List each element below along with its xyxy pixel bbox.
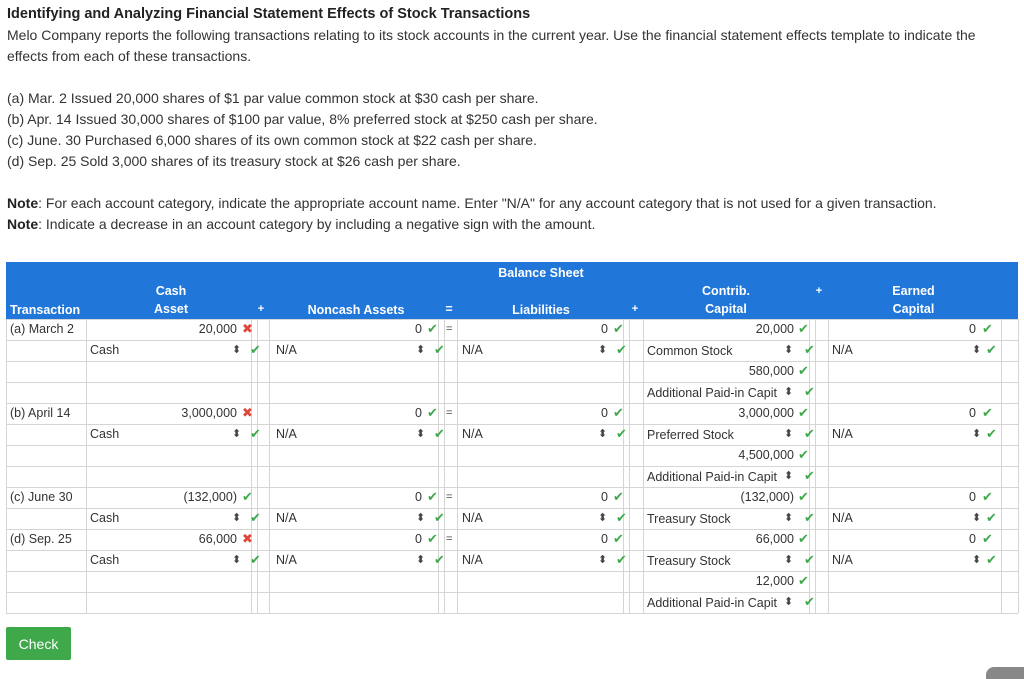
earned-capital-header: Earned bbox=[892, 284, 935, 298]
row-divider bbox=[6, 403, 1018, 404]
column-divider bbox=[444, 319, 445, 613]
contrib-capital-amount-input[interactable]: 580,000 bbox=[748, 364, 794, 378]
transaction-c: (c) June. 30 Purchased 6,000 shares of its own common stock at $22 cash per share. bbox=[7, 132, 537, 148]
select-arrows-icon[interactable]: ⬍ bbox=[972, 554, 982, 566]
column-divider bbox=[643, 319, 644, 613]
select-arrows-icon[interactable]: ⬍ bbox=[598, 512, 608, 524]
liabilities-amount-input[interactable]: 0 bbox=[601, 322, 608, 336]
liabilities-amount-input[interactable]: 0 bbox=[601, 532, 608, 546]
select-arrows-icon[interactable]: ⬍ bbox=[232, 428, 242, 440]
contrib-capital-amount-input[interactable]: 4,500,000 bbox=[738, 448, 794, 462]
cash-amount-input[interactable]: 20,000 bbox=[198, 322, 237, 336]
contrib-capital-account-select[interactable]: Additional Paid-in Capit bbox=[647, 386, 777, 400]
contrib-capital-header: Contrib. bbox=[702, 284, 750, 298]
liabilities-account-select[interactable]: N/A bbox=[462, 427, 483, 441]
correct-icon: ✔ bbox=[798, 489, 809, 504]
cash-account-select[interactable]: Cash bbox=[90, 427, 120, 441]
correct-icon: ✔ bbox=[427, 321, 438, 336]
column-divider bbox=[457, 319, 458, 613]
correct-icon: ✔ bbox=[798, 531, 809, 546]
contrib-capital-amount-input[interactable]: 12,000 bbox=[755, 574, 794, 588]
column-divider bbox=[251, 319, 252, 613]
select-arrows-icon[interactable]: ⬍ bbox=[972, 344, 982, 356]
transaction-header: Transaction bbox=[10, 303, 81, 317]
liabilities-amount-input[interactable]: 0 bbox=[601, 490, 608, 504]
noncash-account-select[interactable]: N/A bbox=[276, 343, 297, 357]
correct-icon: ✔ bbox=[434, 510, 445, 525]
correct-icon: ✔ bbox=[804, 552, 815, 567]
contrib-capital-account-select[interactable]: Treasury Stock bbox=[647, 512, 731, 526]
correct-icon: ✔ bbox=[242, 489, 253, 504]
contrib-capital-amount-input[interactable]: 66,000 bbox=[755, 532, 794, 546]
row-divider bbox=[6, 466, 1018, 467]
liabilities-account-select[interactable]: N/A bbox=[462, 343, 483, 357]
correct-icon: ✔ bbox=[427, 405, 438, 420]
select-arrows-icon[interactable]: ⬍ bbox=[598, 344, 608, 356]
note-text: : For each account category, indicate the appropriate account name. Enter "N/A" for any account category that is not used for a given transaction. bbox=[38, 195, 937, 211]
correct-icon: ✔ bbox=[616, 552, 627, 567]
correct-icon: ✔ bbox=[613, 489, 624, 504]
correct-icon: ✔ bbox=[982, 321, 993, 336]
contrib-capital-header: Capital bbox=[705, 302, 747, 316]
intro-text: Melo Company reports the following transactions relating to its stock accounts in the current year. Use the financial statement effects template to indicate the effects from each of these transactions. bbox=[7, 27, 976, 64]
contrib-capital-account-select[interactable]: Treasury Stock bbox=[647, 554, 731, 568]
row-divider bbox=[6, 550, 1018, 551]
select-arrows-icon[interactable]: ⬍ bbox=[784, 428, 794, 440]
correct-icon: ✔ bbox=[804, 384, 815, 399]
column-divider bbox=[828, 319, 829, 613]
select-arrows-icon[interactable]: ⬍ bbox=[416, 428, 426, 440]
row-divider bbox=[6, 571, 1018, 572]
correct-icon: ✔ bbox=[434, 426, 445, 441]
correct-icon: ✔ bbox=[804, 426, 815, 441]
select-arrows-icon[interactable]: ⬍ bbox=[784, 470, 794, 482]
column-divider bbox=[269, 319, 270, 613]
row-divider bbox=[6, 382, 1018, 383]
correct-icon: ✔ bbox=[986, 552, 997, 567]
column-divider bbox=[86, 319, 87, 613]
correct-icon: ✔ bbox=[613, 405, 624, 420]
earned-capital-account-select[interactable]: N/A bbox=[832, 343, 853, 357]
correct-icon: ✔ bbox=[798, 447, 809, 462]
effects-template-table bbox=[6, 262, 1024, 614]
contrib-capital-account-select[interactable]: Common Stock bbox=[647, 344, 733, 358]
column-divider bbox=[438, 319, 439, 613]
plus-sign: + bbox=[257, 303, 265, 315]
contrib-capital-amount-input[interactable]: (132,000) bbox=[740, 490, 794, 504]
cash-amount-input[interactable]: 66,000 bbox=[198, 532, 237, 546]
transaction-label: (a) March 2 bbox=[10, 322, 74, 336]
correct-icon: ✔ bbox=[804, 594, 815, 609]
column-divider bbox=[1001, 319, 1002, 613]
correct-icon: ✔ bbox=[616, 342, 627, 357]
page-title: Identifying and Analyzing Financial Statement Effects of Stock Transactions bbox=[7, 6, 531, 22]
select-arrows-icon[interactable]: ⬍ bbox=[784, 344, 794, 356]
row-divider bbox=[6, 508, 1018, 509]
correct-icon: ✔ bbox=[986, 510, 997, 525]
correct-icon: ✔ bbox=[427, 489, 438, 504]
contrib-capital-amount-input[interactable]: 3,000,000 bbox=[738, 406, 794, 420]
notes bbox=[7, 193, 1007, 235]
select-arrows-icon[interactable]: ⬍ bbox=[972, 512, 982, 524]
note-1 bbox=[7, 193, 1007, 214]
correct-icon: ✔ bbox=[434, 342, 445, 357]
earned-capital-amount-input[interactable]: 0 bbox=[969, 406, 976, 420]
scroll-indicator[interactable] bbox=[986, 667, 1024, 679]
row-divider bbox=[6, 361, 1018, 362]
cash-asset-header: Asset bbox=[153, 302, 189, 316]
select-arrows-icon[interactable]: ⬍ bbox=[784, 554, 794, 566]
transaction-b: (b) Apr. 14 Issued 30,000 shares of $100 par value, 8% preferred stock at $250 cash per share. bbox=[7, 111, 598, 127]
cash-account-select[interactable]: Cash bbox=[90, 553, 120, 567]
noncash-amount-input[interactable]: 0 bbox=[415, 322, 422, 336]
check-button[interactable]: Check bbox=[6, 627, 71, 660]
row-divider bbox=[6, 529, 1018, 530]
correct-icon: ✔ bbox=[250, 426, 261, 441]
transaction-d: (d) Sep. 25 Sold 3,000 shares of its treasury stock at $26 cash per share. bbox=[7, 153, 461, 169]
earned-capital-amount-input[interactable]: 0 bbox=[969, 490, 976, 504]
incorrect-icon: ✖ bbox=[242, 405, 253, 420]
equals-sign: = bbox=[446, 323, 453, 335]
select-arrows-icon[interactable]: ⬍ bbox=[416, 344, 426, 356]
cash-asset-header: Cash bbox=[155, 284, 187, 298]
correct-icon: ✔ bbox=[427, 531, 438, 546]
row-divider bbox=[6, 445, 1018, 446]
noncash-account-select[interactable]: N/A bbox=[276, 427, 297, 441]
earned-capital-header: Capital bbox=[892, 302, 935, 316]
cash-account-select[interactable]: Cash bbox=[90, 343, 120, 357]
liabilities-account-select[interactable]: N/A bbox=[462, 553, 483, 567]
note-label: Note bbox=[7, 195, 39, 211]
cash-amount-input[interactable]: 3,000,000 bbox=[181, 406, 237, 420]
plus-sign: + bbox=[631, 303, 639, 315]
correct-icon: ✔ bbox=[250, 552, 261, 567]
equals-sign: = bbox=[446, 533, 453, 545]
column-divider bbox=[6, 319, 7, 613]
noncash-amount-input[interactable]: 0 bbox=[415, 490, 422, 504]
correct-icon: ✔ bbox=[804, 510, 815, 525]
noncash-assets-header: Noncash Assets bbox=[307, 303, 405, 317]
equals-sign: = bbox=[446, 407, 453, 419]
note-text: : Indicate a decrease in an account category by including a negative sign with the amount. bbox=[38, 216, 596, 232]
balance-sheet-header: Balance Sheet bbox=[498, 266, 584, 280]
earned-capital-amount-input[interactable]: 0 bbox=[969, 532, 976, 546]
row-divider bbox=[6, 340, 1018, 341]
earned-capital-amount-input[interactable]: 0 bbox=[969, 322, 976, 336]
liabilities-header: Liabilities bbox=[512, 303, 570, 317]
correct-icon: ✔ bbox=[798, 573, 809, 588]
select-arrows-icon[interactable]: ⬍ bbox=[972, 428, 982, 440]
noncash-account-select[interactable]: N/A bbox=[276, 553, 297, 567]
row-divider bbox=[6, 613, 1018, 614]
select-arrows-icon[interactable]: ⬍ bbox=[416, 554, 426, 566]
column-divider bbox=[1018, 319, 1019, 613]
row-divider bbox=[6, 424, 1018, 425]
select-arrows-icon[interactable]: ⬍ bbox=[598, 554, 608, 566]
column-divider bbox=[257, 319, 258, 613]
correct-icon: ✔ bbox=[250, 342, 261, 357]
equals-sign: = bbox=[445, 302, 453, 316]
column-divider bbox=[815, 319, 816, 613]
contrib-capital-amount-input[interactable]: 20,000 bbox=[755, 322, 794, 336]
earned-capital-account-select[interactable]: N/A bbox=[832, 553, 853, 567]
contrib-capital-account-select[interactable]: Preferred Stock bbox=[647, 428, 734, 442]
transaction-label: (c) June 30 bbox=[10, 490, 73, 504]
select-arrows-icon[interactable]: ⬍ bbox=[232, 512, 242, 524]
earned-capital-account-select[interactable]: N/A bbox=[832, 427, 853, 441]
correct-icon: ✔ bbox=[616, 510, 627, 525]
select-arrows-icon[interactable]: ⬍ bbox=[598, 428, 608, 440]
correct-icon: ✔ bbox=[613, 531, 624, 546]
incorrect-icon: ✖ bbox=[242, 531, 253, 546]
correct-icon: ✔ bbox=[982, 489, 993, 504]
contrib-capital-account-select[interactable]: Additional Paid-in Capit bbox=[647, 470, 777, 484]
column-divider bbox=[629, 319, 630, 613]
row-divider bbox=[6, 487, 1018, 488]
note-label: Note bbox=[7, 216, 39, 232]
row-divider bbox=[6, 592, 1018, 593]
incorrect-icon: ✖ bbox=[242, 321, 253, 336]
select-arrows-icon[interactable]: ⬍ bbox=[784, 596, 794, 608]
select-arrows-icon[interactable]: ⬍ bbox=[784, 386, 794, 398]
cash-account-select[interactable]: Cash bbox=[90, 511, 120, 525]
liabilities-amount-input[interactable]: 0 bbox=[601, 406, 608, 420]
transaction-label: (d) Sep. 25 bbox=[10, 532, 72, 546]
note-2 bbox=[7, 214, 1007, 235]
correct-icon: ✔ bbox=[804, 342, 815, 357]
correct-icon: ✔ bbox=[986, 342, 997, 357]
column-divider bbox=[809, 319, 810, 613]
cash-amount-input[interactable]: (132,000) bbox=[183, 490, 237, 504]
correct-icon: ✔ bbox=[613, 321, 624, 336]
transaction-label: (b) April 14 bbox=[10, 406, 71, 420]
transaction-a: (a) Mar. 2 Issued 20,000 shares of $1 par value common stock at $30 cash per share. bbox=[7, 90, 539, 106]
correct-icon: ✔ bbox=[798, 321, 809, 336]
row-divider bbox=[6, 319, 1018, 320]
table-header bbox=[6, 262, 1018, 319]
noncash-account-select[interactable]: N/A bbox=[276, 511, 297, 525]
correct-icon: ✔ bbox=[986, 426, 997, 441]
select-arrows-icon[interactable]: ⬍ bbox=[784, 512, 794, 524]
select-arrows-icon[interactable]: ⬍ bbox=[416, 512, 426, 524]
correct-icon: ✔ bbox=[798, 405, 809, 420]
noncash-amount-input[interactable]: 0 bbox=[415, 406, 422, 420]
correct-icon: ✔ bbox=[804, 468, 815, 483]
correct-icon: ✔ bbox=[616, 426, 627, 441]
earned-capital-account-select[interactable]: N/A bbox=[832, 511, 853, 525]
correct-icon: ✔ bbox=[250, 510, 261, 525]
select-arrows-icon[interactable]: ⬍ bbox=[232, 554, 242, 566]
noncash-amount-input[interactable]: 0 bbox=[415, 532, 422, 546]
equals-sign: = bbox=[446, 491, 453, 503]
correct-icon: ✔ bbox=[982, 405, 993, 420]
column-divider bbox=[623, 319, 624, 613]
correct-icon: ✔ bbox=[982, 531, 993, 546]
liabilities-account-select[interactable]: N/A bbox=[462, 511, 483, 525]
contrib-capital-account-select[interactable]: Additional Paid-in Capit bbox=[647, 596, 777, 610]
correct-icon: ✔ bbox=[798, 363, 809, 378]
plus-sign: + bbox=[815, 285, 823, 297]
select-arrows-icon[interactable]: ⬍ bbox=[232, 344, 242, 356]
correct-icon: ✔ bbox=[434, 552, 445, 567]
transaction-list bbox=[7, 88, 1007, 172]
